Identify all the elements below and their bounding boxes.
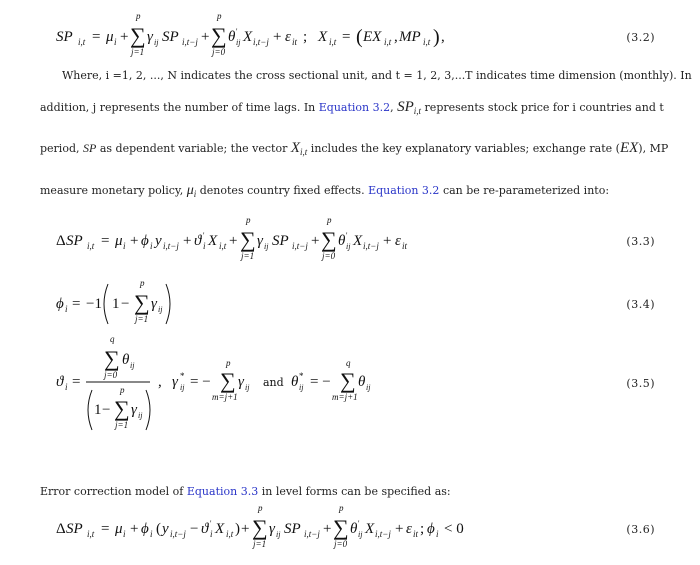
svg-text:i: i [150, 529, 153, 539]
equation-number: (3.5) [626, 377, 655, 390]
svg-text:): ) [235, 521, 240, 537]
svg-text:−: − [121, 296, 130, 312]
svg-text:i: i [114, 37, 117, 47]
svg-text:i,t: i,t [219, 241, 227, 251]
svg-text:ε: ε [285, 29, 291, 45]
svg-text:X: X [353, 233, 363, 249]
svg-text:p: p [120, 385, 125, 395]
svg-text:θ: θ [350, 521, 358, 537]
text-span: can be re-parameterized into: [442, 184, 610, 197]
paragraph-line: measure monetary policy, $\mu_i$ denotes country fixed effects. Equation 3.2 can be re-parameterized into: [40, 183, 610, 200]
svg-text:i,t: i,t [226, 529, 234, 539]
svg-text:(: ( [156, 521, 161, 537]
equation-number: (3.6) [626, 523, 655, 536]
svg-text:∑: ∑ [321, 227, 337, 252]
equation-3-5 [0, 336, 700, 436]
svg-text:MP: MP [399, 29, 421, 45]
svg-text:θ: θ [358, 374, 366, 390]
svg-text:= −: = − [190, 374, 211, 390]
svg-text:+: + [241, 521, 250, 537]
svg-text:,: , [394, 29, 398, 45]
svg-text:': ' [203, 231, 205, 240]
svg-text:SP: SP [66, 521, 83, 537]
svg-text:ij: ij [245, 383, 250, 392]
svg-text:i,t−j: i,t−j [182, 37, 198, 47]
svg-text:ij: ij [138, 411, 143, 420]
svg-text:q: q [346, 358, 351, 368]
svg-text:;: ; [303, 29, 308, 45]
svg-text:i: i [203, 241, 206, 251]
svg-text:∑: ∑ [134, 290, 150, 315]
svg-text:': ' [346, 231, 348, 240]
math-symbol: μ [186, 183, 194, 198]
svg-text:X: X [318, 29, 328, 45]
equation-3-4 [0, 272, 700, 332]
text-span: measure monetary policy, [40, 184, 184, 197]
text-span: denotes country fixed effects. [199, 184, 365, 197]
svg-text:SP: SP [272, 233, 289, 249]
svg-text:m=j+1: m=j+1 [212, 392, 238, 402]
svg-text:i,t−j: i,t−j [363, 241, 379, 251]
svg-text:y: y [155, 233, 162, 249]
svg-text:ϕ: ϕ [141, 521, 149, 537]
paragraph-line [40, 485, 670, 499]
svg-text:i,t−j: i,t−j [253, 37, 269, 47]
text-span: as dependent variable; the vector [99, 142, 288, 155]
svg-text:θ: θ [291, 374, 299, 390]
svg-text:SP: SP [284, 521, 301, 537]
svg-text:ε: ε [406, 521, 412, 537]
equation-number: (3.2) [626, 31, 655, 44]
svg-text:j=1: j=1 [253, 539, 267, 549]
svg-text:X: X [243, 29, 253, 45]
math-symbol: X [290, 140, 301, 156]
svg-text:γ: γ [269, 521, 275, 537]
svg-text:ij: ij [130, 361, 135, 370]
svg-text:θ: θ [122, 352, 130, 368]
svg-text:∑: ∑ [340, 368, 356, 393]
math-symbol: SP [397, 99, 414, 115]
svg-text:p: p [217, 11, 222, 21]
math-symbol: EX [619, 140, 639, 156]
svg-text:i: i [65, 382, 68, 392]
svg-text:ij: ij [236, 38, 241, 47]
text-span: Error correction model of [40, 485, 187, 498]
equation-3-6 [0, 500, 700, 560]
text-span: , [390, 101, 394, 114]
svg-text:SP: SP [56, 29, 73, 45]
svg-text:+: + [311, 233, 320, 249]
svg-text:θ: θ [338, 233, 346, 249]
text-span: represents stock price for i countries and t [424, 101, 664, 114]
svg-text:i,t−j: i,t−j [292, 241, 308, 251]
svg-text:i,t: i,t [78, 37, 86, 47]
svg-text:Δ: Δ [56, 233, 66, 249]
svg-text:θ: θ [228, 29, 236, 45]
svg-text:1: 1 [112, 296, 120, 312]
svg-text:ij: ij [276, 530, 281, 539]
svg-text:ϑ: ϑ [56, 374, 64, 390]
svg-text:): ) [433, 26, 440, 48]
svg-text:*: * [180, 371, 185, 381]
svg-text:ij: ij [264, 242, 269, 251]
paragraph-line: period, SP as dependent variable; the vector $X_{i,t}$ includes the key explanatory variables; exchange rate (EX), MP [40, 140, 669, 158]
svg-text:i: i [150, 241, 153, 251]
svg-text:ij: ij [180, 383, 185, 392]
svg-text:X: X [208, 233, 218, 249]
svg-text:μ: μ [115, 233, 123, 249]
svg-text:i: i [65, 304, 68, 314]
svg-text:j=1: j=1 [135, 314, 149, 324]
svg-text:*: * [299, 371, 304, 381]
svg-text:i: i [436, 529, 439, 539]
svg-text:i,t: i,t [384, 37, 392, 47]
svg-text:y: y [162, 521, 169, 537]
equation-3-3 [0, 212, 700, 272]
svg-text:+: + [229, 233, 238, 249]
equation-link[interactable]: Equation 3.2 [318, 101, 391, 114]
svg-text:+: + [130, 521, 139, 537]
svg-text:∑: ∑ [333, 515, 349, 540]
svg-text:ϕ: ϕ [141, 233, 149, 249]
text-span: period, [40, 142, 80, 155]
svg-text:p: p [339, 503, 344, 513]
text-span: Where, i =1, 2, ..., N indicates the cross sectional unit, and t = 1, 2, 3,...T indicates time dimension (monthly). In [62, 69, 692, 82]
svg-text:ij: ij [358, 530, 363, 539]
svg-text:−1: −1 [86, 296, 102, 312]
svg-text:ϕ: ϕ [427, 521, 435, 537]
svg-text:=: = [342, 29, 351, 45]
svg-text:,: , [441, 29, 445, 45]
paragraph-line: addition, j represents the number of time lags. In Equation 3.2, $SP_{i,t}$ represents stock price for i countries and t [40, 99, 664, 117]
svg-text:+: + [395, 521, 404, 537]
svg-text:j=0: j=0 [104, 370, 118, 380]
svg-text:+: + [323, 521, 332, 537]
svg-text:ij: ij [346, 242, 351, 251]
svg-text:∑: ∑ [211, 23, 227, 48]
svg-text:q: q [110, 334, 115, 344]
text-span: addition, j represents the number of time lags. In [40, 101, 319, 114]
equation-number: (3.3) [626, 235, 655, 248]
svg-text:p: p [226, 358, 231, 368]
svg-text:∑: ∑ [114, 396, 130, 421]
svg-text:SP: SP [162, 29, 179, 45]
svg-text:i,t: i,t [329, 37, 337, 47]
svg-text:ij: ij [154, 38, 159, 47]
svg-text:X: X [365, 521, 375, 537]
svg-text:+: + [201, 29, 210, 45]
svg-text:i: i [123, 241, 126, 251]
svg-text:p: p [258, 503, 263, 513]
svg-text:∑: ∑ [130, 23, 146, 48]
svg-text:p: p [246, 215, 251, 225]
paragraph-line [62, 69, 692, 83]
text-span: in level forms can be specified as: [258, 485, 451, 498]
svg-text:μ: μ [106, 29, 114, 45]
svg-text:i,t−j: i,t−j [170, 529, 186, 539]
svg-text:μ: μ [115, 521, 123, 537]
svg-text:j=0: j=0 [322, 251, 336, 261]
svg-text:∑: ∑ [252, 515, 268, 540]
svg-text:+: + [273, 29, 282, 45]
svg-text:−: − [102, 402, 111, 418]
svg-text:it: it [402, 241, 408, 251]
svg-text:i,t−j: i,t−j [163, 241, 179, 251]
equation-link[interactable]: Equation 3.2 [368, 184, 440, 197]
svg-text:SP: SP [66, 233, 83, 249]
svg-text:': ' [358, 519, 360, 528]
svg-text:j=0: j=0 [334, 539, 348, 549]
svg-text:< 0: < 0 [444, 521, 464, 537]
svg-text:j=1: j=1 [241, 251, 255, 261]
svg-text:': ' [210, 519, 212, 528]
svg-text:and: and [263, 376, 284, 389]
svg-text:ϑ: ϑ [194, 233, 202, 249]
svg-text:+: + [183, 233, 192, 249]
svg-text:γ: γ [257, 233, 263, 249]
svg-text:X: X [215, 521, 225, 537]
svg-text:+: + [120, 29, 129, 45]
equation-number: (3.4) [626, 298, 655, 311]
svg-text:=: = [101, 233, 110, 249]
svg-text:i: i [210, 529, 213, 539]
svg-text:= −: = − [310, 374, 331, 390]
svg-text:+: + [130, 233, 139, 249]
svg-text:p: p [327, 215, 332, 225]
svg-text:i,t−j: i,t−j [304, 529, 320, 539]
svg-text:ϑ: ϑ [201, 521, 209, 537]
svg-text:i,t: i,t [87, 241, 95, 251]
text-span: ), MP [638, 142, 669, 155]
text-span: includes the key explanatory variables; exchange rate ( [310, 142, 620, 155]
svg-text:ij: ij [366, 383, 371, 392]
svg-text:(: ( [356, 26, 363, 48]
svg-text:1: 1 [94, 402, 102, 418]
svg-text:p: p [140, 278, 145, 288]
svg-text:m=j+1: m=j+1 [332, 392, 358, 402]
svg-text:i,t: i,t [87, 529, 95, 539]
svg-text:,: , [158, 374, 162, 390]
svg-text:ij: ij [299, 383, 304, 392]
svg-text:i,t: i,t [423, 37, 431, 47]
svg-text:j=1: j=1 [115, 420, 129, 430]
svg-text:+: + [383, 233, 392, 249]
svg-text:it: it [292, 37, 298, 47]
svg-text:∑: ∑ [104, 346, 120, 371]
svg-text:Δ: Δ [56, 521, 66, 537]
svg-text:∑: ∑ [220, 368, 236, 393]
svg-text:−: − [190, 521, 199, 537]
math-symbol: SP [83, 141, 97, 155]
svg-text:γ: γ [238, 374, 244, 390]
svg-text:EX: EX [363, 29, 382, 45]
svg-text:j=0: j=0 [212, 47, 226, 57]
svg-text:γ: γ [147, 29, 153, 45]
svg-text:it: it [413, 529, 419, 539]
svg-text:γ: γ [131, 402, 137, 418]
svg-text:γ: γ [151, 296, 157, 312]
svg-text:ε: ε [395, 233, 401, 249]
svg-text:=: = [101, 521, 110, 537]
svg-text:γ: γ [172, 374, 178, 390]
svg-text:∑: ∑ [240, 227, 256, 252]
svg-text:;: ; [420, 521, 425, 537]
svg-text:=: = [72, 296, 81, 312]
equation-link[interactable]: Equation 3.3 [186, 485, 259, 498]
svg-text:ϕ: ϕ [56, 296, 64, 312]
svg-text:j=1: j=1 [131, 47, 145, 57]
svg-text:p: p [136, 11, 141, 21]
svg-text:': ' [236, 27, 238, 36]
svg-text:=: = [92, 29, 101, 45]
svg-text:=: = [72, 374, 81, 390]
svg-text:i,t−j: i,t−j [375, 529, 391, 539]
svg-text:i: i [123, 529, 126, 539]
svg-text:ij: ij [158, 305, 163, 314]
equation-3-2 [0, 8, 700, 68]
